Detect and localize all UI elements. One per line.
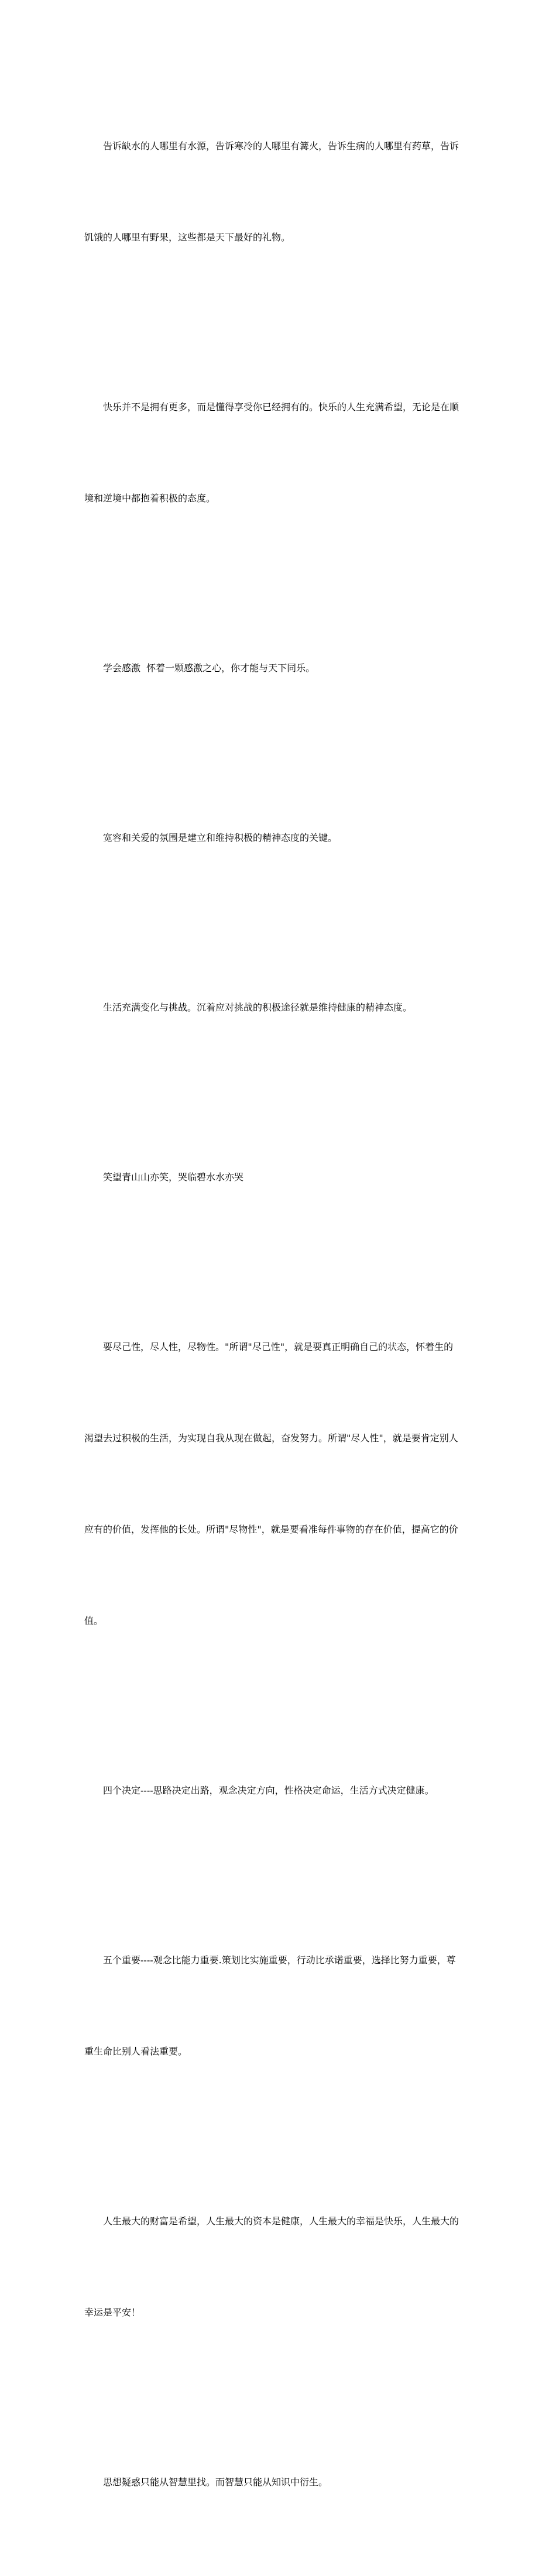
paragraph-line: 要尽己性，尽人性，尽物性。"所谓"尽己性"，就是要真正明确自己的状态，怀着生的	[103, 1341, 454, 1352]
paragraph-line: 人生最大的财富是希望，人生最大的资本是健康，人生最大的幸福是快乐，人生最大的	[103, 2216, 459, 2227]
document-body	[84, 70, 474, 2576]
paragraph-line: 快乐并不是拥有更多，而是懂得享受你已经拥有的。快乐的人生充满希望，无论是在顺	[103, 401, 459, 413]
paragraph-line: 饥饿的人哪里有野果，这些都是天下最好的礼物。	[84, 232, 291, 243]
paragraph-five-importants	[84, 1884, 474, 2128]
paragraph-tolerance	[84, 762, 474, 914]
paragraph-nature	[84, 1271, 474, 1697]
paragraph-gifts	[84, 70, 474, 314]
paragraph-line: 重生命比别人看法重要。	[84, 2046, 188, 2057]
paragraph-mountains	[84, 1101, 474, 1253]
paragraph-line: 笑望青山山亦笑，哭临碧水水亦哭	[103, 1172, 244, 1183]
paragraph-line: 告诉缺水的人哪里有水源，告诉寒冷的人哪里有篝火，告诉生病的人哪里有药草，告诉	[103, 140, 459, 152]
paragraph-line: 五个重要----观念比能力重要.策划比实施重要，行动比承诺重要，选择比努力重要，尊	[103, 1955, 456, 1966]
paragraph-wisdom	[84, 2406, 474, 2558]
paragraph-line: 境和逆境中都抱着积极的态度。	[84, 493, 216, 504]
paragraph-challenges	[84, 932, 474, 1084]
paragraph-four-decisions	[84, 1715, 474, 1867]
paragraph-line: 值。	[84, 1615, 104, 1626]
paragraph-gratitude	[84, 592, 474, 744]
paragraph-line: 渴望去过积极的生活，为实现自我从现在做起，奋发努力。所谓"尽人性"，就是要肯定别人	[84, 1433, 458, 1444]
paragraph-line: 学会感激 怀着一颗感激之心，你才能与天下同乐。	[103, 662, 315, 674]
paragraph-greatest-wealth	[84, 2145, 474, 2389]
paragraph-line: 思想疑惑只能从智慧里找。而智慧只能从知识中衍生。	[103, 2477, 328, 2488]
paragraph-line: 生活充满变化与挑战。沉着应对挑战的积极途径就是维持健康的精神态度。	[103, 1002, 413, 1013]
paragraph-happiness	[84, 331, 474, 575]
paragraph-line: 四个决定----思路决定出路，观念决定方向，性格决定命运，生活方式决定健康。	[103, 1785, 434, 1796]
paragraph-line: 应有的价值，发挥他的长处。所谓"尽物性"，就是要看准每件事物的存在价值，提高它的价	[84, 1524, 458, 1535]
paragraph-line: 幸运是平安！	[84, 2307, 141, 2318]
paragraph-line: 宽容和关爱的氛围是建立和维持积极的精神态度的关键。	[103, 832, 338, 843]
